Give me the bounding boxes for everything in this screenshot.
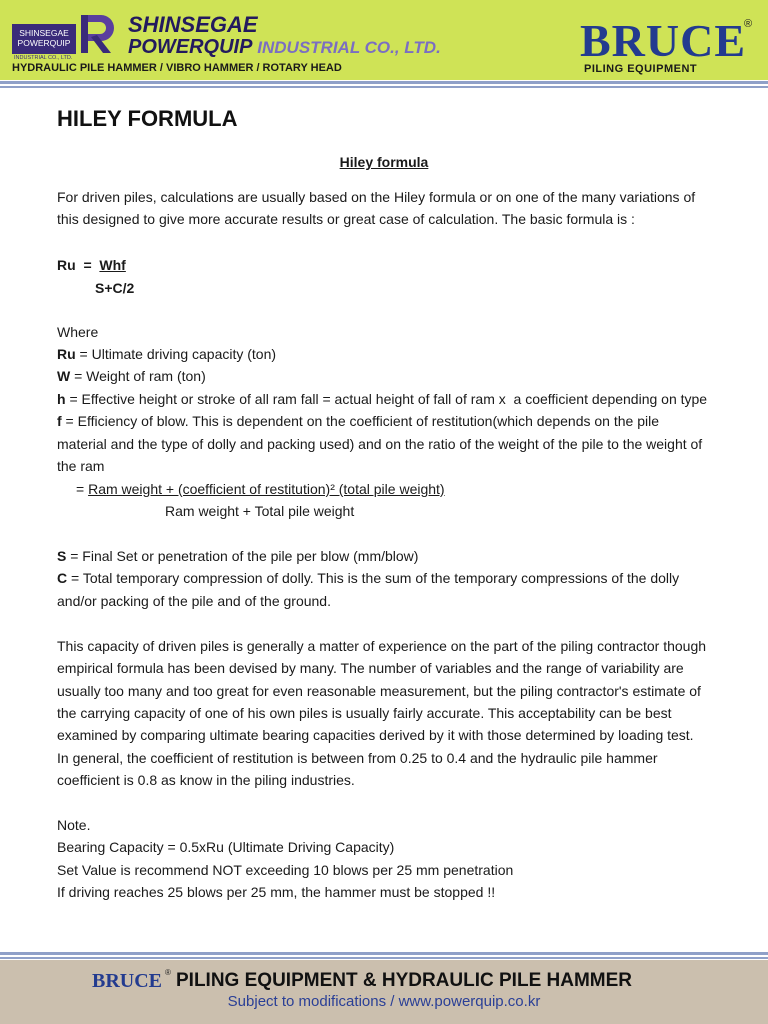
brand-powerquip: POWERQUIP bbox=[128, 36, 252, 58]
header-divider-top bbox=[0, 81, 768, 84]
symbol-c: C bbox=[57, 570, 68, 586]
definition-f-line-2: material and the type of dolly and packing used) and on the ratio of the weight of the pile to the weight of bbox=[57, 436, 703, 452]
f-equation-denominator: Ram weight + Total pile weight bbox=[165, 503, 355, 519]
symbol-s: S bbox=[57, 548, 67, 564]
formula-denominator-text: S+C/2 bbox=[95, 280, 135, 296]
brand-name-line1: SHINSEGAE bbox=[128, 12, 258, 37]
f-equation-numerator-row bbox=[76, 481, 445, 497]
brand-suffix: INDUSTRIAL CO., LTD. bbox=[257, 38, 441, 57]
definition-f-line-3: the ram bbox=[57, 458, 105, 474]
footer-registered-mark: ® bbox=[165, 968, 171, 977]
definition-c-line-2: and/or packing of the pile and of the ground. bbox=[57, 593, 331, 609]
definition-ru bbox=[57, 346, 276, 362]
bruce-logo: BRUCE bbox=[580, 15, 747, 66]
symbol-h: h bbox=[57, 391, 66, 407]
note-item: Bearing Capacity = 0.5xRu (Ultimate Driving Capacity) bbox=[57, 839, 395, 855]
intro-line-1: For driven piles, calculations are usually based on the Hiley formula or on one of the many variations of bbox=[57, 189, 696, 205]
paragraph-line: This capacity of driven piles is generally a matter of experience on the part of the piling contractor though bbox=[57, 638, 707, 654]
paragraph-line: empirical formula has been devised by many. The number of variables and the range of variability are bbox=[57, 660, 684, 676]
note-item: If driving reaches 25 blows per 25 mm, the hammer must be stopped !! bbox=[57, 884, 496, 900]
where-label: Where bbox=[57, 324, 99, 340]
section-subtitle: Hiley formula bbox=[339, 154, 429, 170]
paragraph-line: coefficient is 0.8 as know in the piling industries. bbox=[57, 772, 355, 788]
formula-lhs: Ru = bbox=[57, 257, 100, 273]
footer-divider-bottom bbox=[0, 957, 768, 959]
paragraph-line: examined by comparing ultimate bearing capacities derived by it with those determined by loading test. bbox=[57, 727, 694, 743]
header-tagline: HYDRAULIC PILE HAMMER / VIBRO HAMMER / ROTARY HEAD bbox=[12, 62, 342, 74]
footer-website-note: Subject to modifications / www.powerquip.co.kr bbox=[227, 993, 541, 1010]
formula-numerator: Whf bbox=[99, 257, 126, 273]
definition-s bbox=[57, 548, 418, 564]
definition-h-text: = Effective height or stroke of all ram fall = actual height of fall of ram x a coefficient depending on type bbox=[65, 391, 708, 407]
f-equals: = bbox=[76, 481, 89, 497]
footer-title: PILING EQUIPMENT & HYDRAULIC PILE HAMMER bbox=[176, 970, 633, 991]
logo-badge-line1: SHINSEGAE bbox=[19, 28, 69, 38]
f-equation-numerator: Ram weight + (coefficient of restitution)² (total pile weight) bbox=[88, 481, 445, 497]
definition-s-text: = Final Set or penetration of the pile per blow (mm/blow) bbox=[66, 548, 419, 564]
symbol-ru: Ru bbox=[57, 346, 76, 362]
intro-line-2: this designed to give more accurate results or great case of calculation. The basic formula is : bbox=[57, 211, 635, 227]
brand-name-line2 bbox=[128, 36, 441, 59]
bruce-subtitle: PILING EQUIPMENT bbox=[584, 63, 698, 75]
footer-bruce-logo: BRUCE bbox=[92, 970, 163, 992]
definition-f bbox=[57, 413, 659, 429]
powerquip-p-logo-icon bbox=[79, 11, 117, 55]
header-divider-bottom bbox=[0, 86, 768, 88]
symbol-f: f bbox=[57, 413, 62, 429]
definition-f-text-1: = Efficiency of blow. This is dependent on the coefficient of restitution(which depends on the pile bbox=[61, 413, 659, 429]
logo-badge-line2: POWERQUIP bbox=[17, 38, 71, 48]
formula-numerator-row bbox=[57, 257, 126, 273]
definition-w-text: = Weight of ram (ton) bbox=[70, 368, 206, 384]
footer-divider-top bbox=[0, 952, 768, 955]
shinsegae-logo-badge bbox=[12, 24, 76, 54]
symbol-w: W bbox=[57, 368, 71, 384]
formula-denominator bbox=[95, 280, 134, 296]
logo-badge-subtitle: INDUSTRIAL CO., LTD. bbox=[14, 55, 73, 61]
note-title: Note. bbox=[57, 817, 91, 833]
definition-ru-text: = Ultimate driving capacity (ton) bbox=[75, 346, 277, 362]
registered-mark: ® bbox=[744, 18, 753, 30]
paragraph-line: In general, the coefficient of restitution is between from 0.25 to 0.4 and the hydraulic pile hammer bbox=[57, 750, 658, 766]
paragraph-line: usually too many and too great for even reasonable measurement, but the piling contractor's estimate of bbox=[57, 683, 701, 699]
definition-w bbox=[57, 368, 206, 384]
definition-c-text: = Total temporary compression of dolly. This is the sum of the temporary compressions of the dolly bbox=[67, 570, 680, 586]
note-item: Set Value is recommend NOT exceeding 10 blows per 25 mm penetration bbox=[57, 862, 514, 878]
page-title: HILEY FORMULA bbox=[57, 106, 238, 131]
definition-h bbox=[57, 391, 707, 407]
definition-c bbox=[57, 570, 679, 586]
paragraph-line: the carrying capacity of one of his own piles is usually fairly accurate. This acceptability can be best bbox=[57, 705, 672, 721]
